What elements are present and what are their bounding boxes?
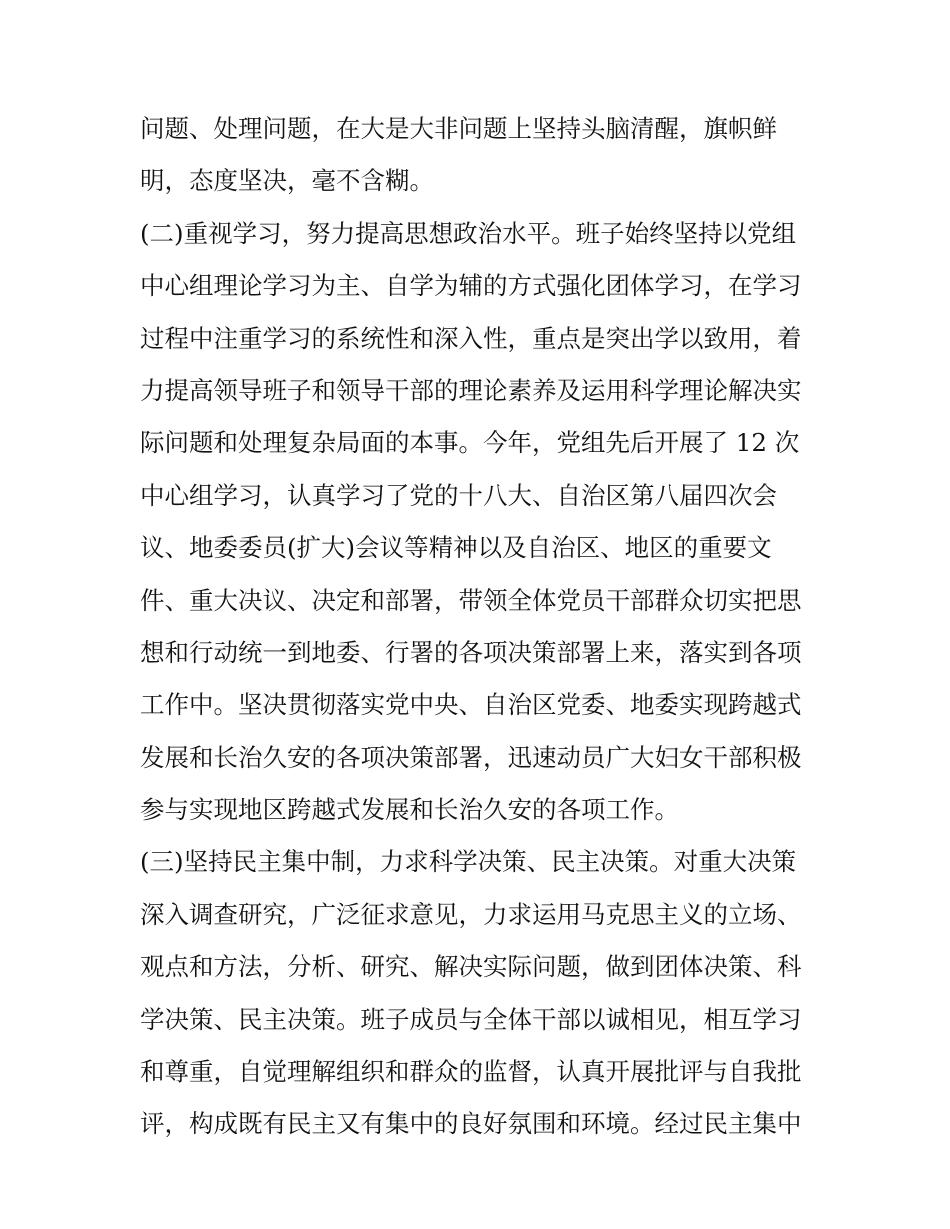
text-line: 中心组学习，认真学习了党的十八大、自治区第八届四次会 xyxy=(140,480,777,510)
text-line: 发展和长治久安的各项决策部署，迅速动员广大妇女干部积极 xyxy=(140,742,802,772)
text-line: 力提高领导班子和领导干部的理论素养及运用科学理论解决实 xyxy=(140,375,802,405)
text-line: 中心组理论学习为主、自学为辅的方式强化团体学习，在学习 xyxy=(140,271,802,301)
text-line: 学决策、民主决策。班子成员与全体干部以诚相见，相互学习 xyxy=(140,1004,802,1034)
text-line: 过程中注重学习的系统性和深入性，重点是突出学以致用，着 xyxy=(140,323,802,353)
text-line: 想和行动统一到地委、行署的各项决策部署上来，落实到各项 xyxy=(140,637,802,667)
text-line: 明，态度坚决，毫不含糊。 xyxy=(140,166,434,196)
text-line: 工作中。坚决贯彻落实党中央、自治区党委、地委实现跨越式 xyxy=(140,690,802,720)
section-heading-line: (三)坚持民主集中制，力求科学决策、民主决策。对重大决策 xyxy=(140,847,797,877)
text-line: 观点和方法，分析、研究、解决实际问题，做到团体决策、科 xyxy=(140,952,802,982)
document-body-text xyxy=(140,108,820,1156)
text-line: 议、地委委员(扩大)会议等精神以及自治区、地区的重要文 xyxy=(140,533,772,563)
text-line: 件、重大决议、决定和部署，带领全体党员干部群众切实把思 xyxy=(140,585,802,615)
text-line: 问题、处理问题，在大是大非问题上坚持头脑清醒，旗帜鲜 xyxy=(140,114,777,143)
text-line: 际问题和处理复杂局面的本事。今年，党组先后开展了 12 次 xyxy=(140,428,800,458)
text-line: 评，构成既有民主又有集中的良好氛围和环境。经过民主集中 xyxy=(140,1109,802,1139)
section-heading-line: (二)重视学习，努力提高思想政治水平。班子始终坚持以党组 xyxy=(140,218,797,248)
text-line: 和尊重，自觉理解组织和群众的监督，认真开展批评与自我批 xyxy=(140,1057,802,1087)
text-line: 参与实现地区跨越式发展和长治久安的各项工作。 xyxy=(140,795,679,825)
text-line: 深入调查研究，广泛征求意见，力求运用马克思主义的立场、 xyxy=(140,899,802,929)
